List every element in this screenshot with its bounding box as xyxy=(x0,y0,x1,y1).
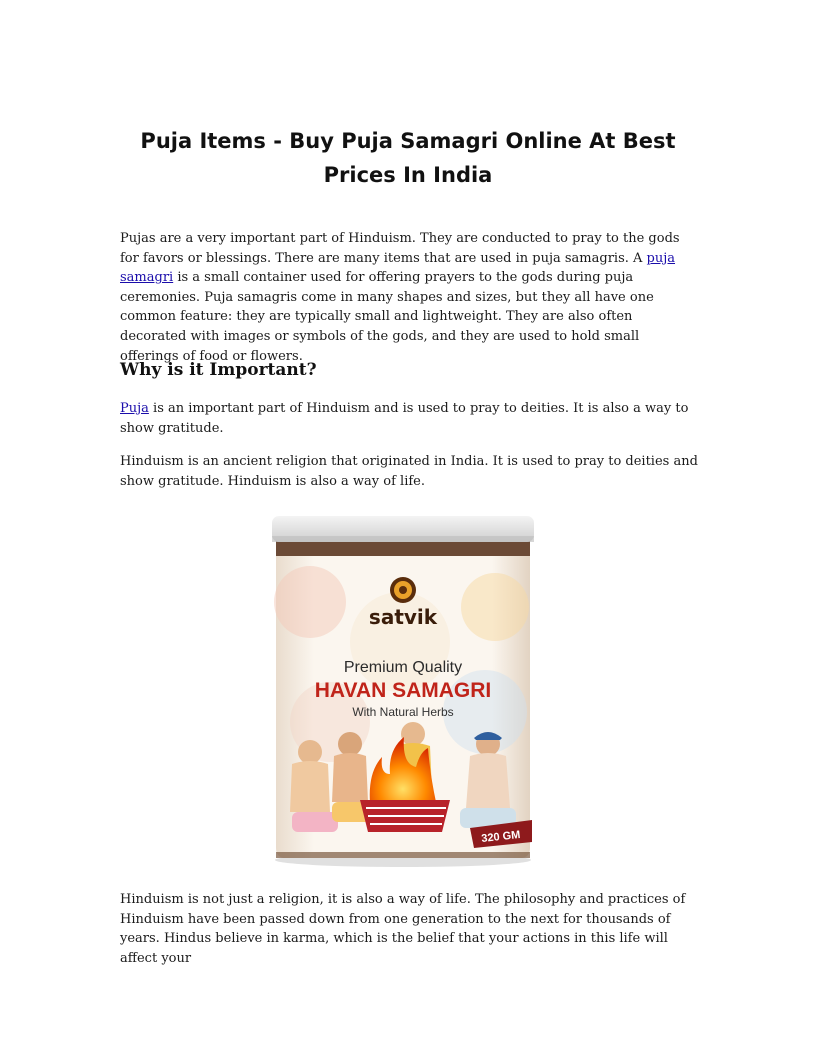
weight-badge: 320 GM xyxy=(480,828,521,846)
section-heading: Why is it Important? xyxy=(120,360,317,380)
product-line3: With Natural Herbs xyxy=(352,705,454,719)
page-title: Puja Items - Buy Puja Samagri Online At Best Prices In India xyxy=(140,129,676,187)
puja-samagri-link[interactable]: puja samagri xyxy=(120,250,676,286)
brand-logo-text: satvik xyxy=(368,605,438,629)
intro-text-1: Pujas are a very important part of Hinduism. They are conducted to pray to the gods for favors or blessings. There are many items that are used in puja samagris. A xyxy=(120,231,680,266)
hinduism-paragraph: Hinduism is an ancient religion that originated in India. It is used to pray to deities and show gratitude. Hinduism is also a way of life. xyxy=(120,454,698,489)
importance-paragraph xyxy=(120,399,700,438)
importance-text: is an important part of Hinduism and is used to pray to deities. It is also a way to show gratitude. xyxy=(120,401,689,436)
havan-samagri-product-image xyxy=(270,512,536,868)
way-of-life-paragraph: Hinduism is not just a religion, it is also a way of life. The philosophy and practices of Hinduism have been passed down from one generation to the next for thousands of years. Hindus believe in karma, which is the belief that your actions in this life will affect your xyxy=(120,892,686,966)
puja-link[interactable]: Puja xyxy=(120,401,149,416)
intro-paragraph xyxy=(120,229,700,366)
product-line1: Premium Quality xyxy=(343,659,463,676)
product-line2: HAVAN SAMAGRI xyxy=(314,679,492,702)
intro-text-2: is a small container used for offering prayers to the gods during puja ceremonies. Puja samagris come in many shapes and sizes, but they all have one common feature: they are typically small and lightweight. They are also often decorated with images or symbols of the gods, and they are used to hold small offerings of food or flowers. xyxy=(120,270,654,364)
